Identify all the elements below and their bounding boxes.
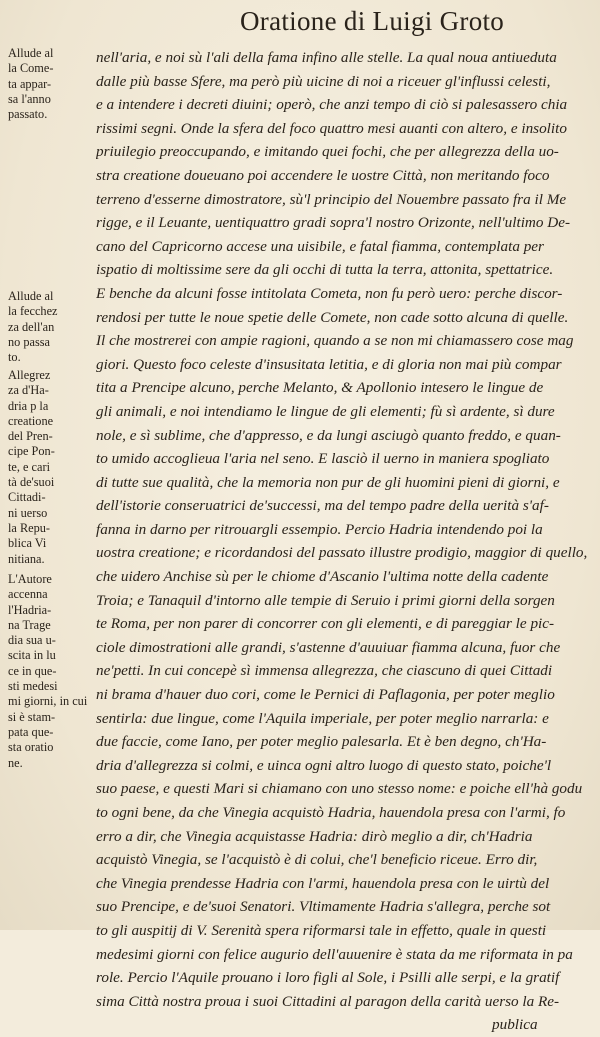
- margin-line: Allude al: [8, 289, 54, 303]
- margin-note-dryness: [8, 289, 94, 365]
- margin-line: la Come-: [8, 61, 54, 76]
- margin-line: si è stam-: [8, 709, 56, 724]
- text-line: role. Percio l'Aquile prouano i loro figli al Sole, i Psilli alle serpi, e la gratif: [96, 969, 560, 987]
- margin-line: del Pren-: [8, 429, 53, 444]
- margin-note-comet: [8, 46, 94, 122]
- text-line: priuilegio preoccupando, e imitando quei fochi, che per allegrezza della uo-: [96, 143, 559, 161]
- margin-line: Allude al: [8, 46, 54, 60]
- text-line: ni brama d'hauer duo cori, come le Pernici di Paflagonia, per poter meglio: [96, 686, 555, 704]
- text-line: rissimi segni. Onde la sfera del foco quattro mesi auanti con altero, e insolito: [96, 119, 567, 137]
- text-line: di tutte sue qualità, che la memoria non pur de gli huomini pieni di giorni, e: [96, 473, 560, 491]
- margin-line: sta oratio: [8, 740, 54, 755]
- margin-line: to.: [8, 350, 21, 365]
- text-line: Il che mostrerei con ampie ragioni, quando a se non mi chiamassero cose mag: [96, 332, 574, 350]
- text-line: ciole dimostrationi alle grandi, s'astenne d'auuiuar fiamma alcuna, fuor che: [96, 638, 561, 656]
- margin-line: la fecchez: [8, 304, 58, 319]
- margin-line: Cittadi-: [8, 490, 46, 505]
- margin-line: mi giorni, in cui: [8, 694, 88, 709]
- text-line: fanna in darno per ritrouargli essempio. Percio Hadria intendendo poi la: [96, 520, 543, 538]
- text-line: ispatio di moltissime sere da gli occhi di tutta la terra, attonita, spettatrice.: [96, 261, 554, 279]
- text-line: to umido accoglieua l'aria nel seno. E lasciò il uerno in maniera spogliato: [96, 450, 550, 468]
- margin-line: za d'Ha-: [8, 383, 49, 398]
- margin-line: ni uerso: [8, 505, 48, 520]
- text-line: dell'istorie conseruatrici de'successi, ma del tempo padre della uerità s'af-: [96, 497, 549, 515]
- text-line: ne'petti. In cui concepè sì immensa allegrezza, che ciascuno di quei Cittadi: [96, 662, 553, 680]
- margin-line: ce in que-: [8, 663, 57, 678]
- text-line: Troia; e Tanaquil d'intorno alle tempie di Seruio i primi giorni della sorgen: [96, 591, 555, 609]
- text-line: to ogni bene, da che Vinegia acquistò Hadria, hauendola presa con l'armi, fo: [96, 804, 566, 821]
- margin-line: L'Autore: [8, 572, 52, 586]
- margin-line: na Trage: [8, 617, 51, 632]
- text-line: E benche da alcuni fosse intitolata Cometa, non fu però uero: perche discor-: [96, 284, 563, 302]
- text-line: stra creatione doueuano poi accendere le uostre Città, non meritando foco: [96, 166, 550, 184]
- catchword: publica: [492, 1016, 538, 1034]
- running-header: Oratione di Luigi Groto: [240, 6, 505, 36]
- text-line: suo Prencipe, e de'suoi Senatori. Vltimamente Hadria s'allegra, perche sot: [96, 898, 551, 916]
- text-line: e a intendere i decreti diuini; operò, che anzi tempo di ciò si palesassero chia: [96, 96, 568, 114]
- margin-line: blica Vi: [8, 536, 47, 551]
- text-line: nole, e sì sublime, che d'appresso, e da lungi asciugò quanto freddo, e quan-: [96, 426, 561, 444]
- margin-line: Allegrez: [8, 368, 51, 382]
- margin-line: dia sua u-: [8, 633, 56, 648]
- text-line: dalle più basse Sfere, ma però più uicine di noi a riceuer gl'influssi celesti,: [96, 72, 551, 90]
- margin-line: za dell'an: [8, 319, 55, 334]
- margin-line: tà de'suoi: [8, 475, 55, 490]
- text-line: te Roma, per non parer di concorrer con gli elementi, e di pareggiar le pic-: [96, 615, 555, 633]
- margin-line: sa l'anno: [8, 91, 51, 106]
- margin-line: passato.: [8, 107, 48, 122]
- margin-line: cipe Pon-: [8, 444, 55, 459]
- margin-note-tragedy: [8, 572, 94, 771]
- text-line: rendosi per tutte le noue spetie delle Comete, non cade sotto alcuna di quelle.: [96, 308, 569, 326]
- margin-line: ne.: [8, 755, 23, 770]
- text-line: che uidero Anchise sù per le chiome d'Ascanio l'ultima notte della cadente: [96, 568, 549, 586]
- margin-line: la Repu-: [8, 520, 51, 535]
- text-line: cano del Capricorno accese una uisibile, e fatal fiamma, contemplata per: [96, 237, 544, 255]
- text-line: medesimi giorni con felice augurio dell'auuenire è stata da me riformata in pa: [96, 945, 573, 963]
- oration-body-text: [96, 46, 590, 1037]
- margin-line: scita in lu: [8, 648, 56, 663]
- margin-line: no passa: [8, 334, 51, 349]
- margin-line: nitiana.: [8, 551, 45, 566]
- text-line: rigge, e il Leuante, uentiquattro gradi sopra'l nostro Orizonte, nell'ultimo De-: [96, 214, 571, 232]
- text-line: erro a dir, che Vinegia acquistasse Hadria: dirò meglio a dir, ch'Hadria: [96, 827, 533, 845]
- text-line: uostra creatione; e ricordandosi del passato illustre prodigio, maggior di quello,: [96, 544, 588, 562]
- text-line: dria d'allegrezza si colmi, e uinca ogni altro luogo di questo stato, poiche'l: [96, 756, 552, 774]
- text-line: due faccie, come Iano, per poter meglio palesarla. Et è ben degno, ch'Ha-: [96, 733, 547, 751]
- margin-line: accenna: [8, 587, 48, 602]
- text-line: acquistò Vinegia, se l'acquistò è di colui, che'l beneficio riceue. Erro dir,: [96, 851, 538, 869]
- text-line: gli animali, e noi intendiamo le lingue de gli elementi; fù sì ardente, sì dure: [96, 402, 555, 420]
- text-line: sentirla: due lingue, come l'Aquila imperiale, per poter meglio narrarla: e: [96, 709, 549, 727]
- margin-line: pata que-: [8, 724, 54, 739]
- text-line: terreno d'esserne dimostratore, sù'l principio del Nouembre passato fra il Me: [96, 190, 567, 208]
- text-line: tita a Prencipe alcuno, perche Melanto, & Apollonio intesero le lingue de: [96, 379, 544, 397]
- margin-line: l'Hadria-: [8, 602, 52, 617]
- text-line: che Vinegia prendesse Hadria con l'armi, hauendola presa con le uirtù del: [96, 874, 550, 892]
- margin-line: sti medesi: [8, 679, 58, 694]
- margin-line: creatione: [8, 413, 54, 428]
- margin-line: ta appar-: [8, 76, 52, 91]
- text-line: suo paese, e questi Mari si chiamano con uno stesso nome: e poiche ell'hà godu: [96, 780, 583, 798]
- text-line: nell'aria, e noi sù l'ali della fama infino alle stelle. La qual noua antiueduta: [96, 49, 557, 66]
- text-line: sima Città nostra proua i suoi Cittadini al paragon della carità uerso la Re-: [96, 992, 560, 1010]
- text-line: to gli auspitij di V. Serenità spera riformarsi tale in effetto, quale in questi: [96, 921, 547, 939]
- margin-note-hadria-joy: [8, 368, 94, 567]
- margin-line: te, e cari: [8, 459, 50, 474]
- text-line: giori. Questo foco celeste d'insusitata letitia, e di gloria non mai più compar: [96, 355, 562, 373]
- margin-line: dria p la: [8, 398, 49, 413]
